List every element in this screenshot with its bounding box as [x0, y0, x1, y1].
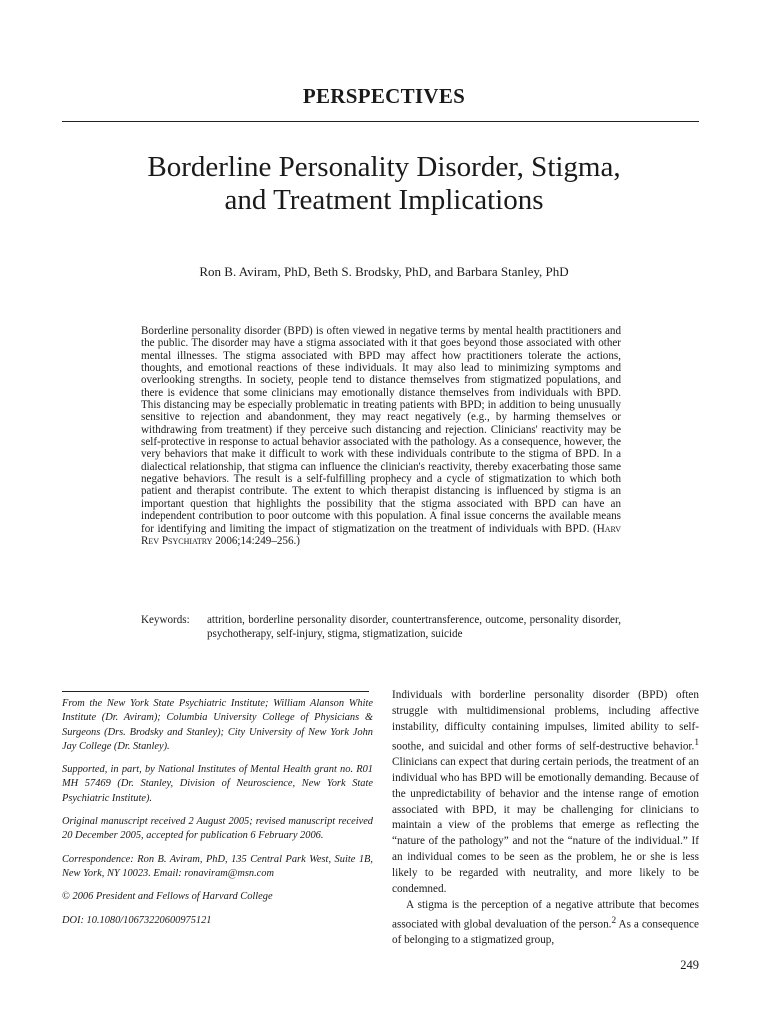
- copyright-symbol: ©: [62, 891, 70, 903]
- journal-abbreviation: Harv Rev Psychiatry: [141, 522, 621, 547]
- correspondence-note: Correspondence: Ron B. Aviram, PhD, 135 Central Park West, Suite 1B, New York, NY 10023. Email: ronaviram@msn.com: [62, 853, 373, 879]
- abstract-text: Borderline personality disorder (BPD) is often viewed in negative terms by mental health practitioners and the public. The disorder may have a stigma associated with it that goes beyond those associated with other mental illnesses. The stigma associated with BPD may affect how practitioners tolerate the actions, thoughts, and emotional reactions of these individuals. It may also lead to minimizing symptoms and overlooking strengths. In society, people tend to distance themselves from stigmatized populations, and there is evidence that some clinicians may emotionally distance themselves from individuals with BPD. This distancing may be especially problematic in treating patients with BPD; in addition to being unusually sensitive to rejection and abandonment, they may react negatively (e.g., by harming themselves or withdrawing from treatment) if they perceive such distancing and rejection. Clinicians' reactivity may be self-protective in response to actual behavior associated with the pathology. As a consequence, however, the very behaviors that make it difficult to work with these individuals contribute to the stigma of BPD. In a dialectical relationship, that stigma can influence the clinician's reactivity, thereby exacerbating those same negative behaviors. The result is a self-fulfilling prophecy and a cycle of stigmatization to which both patient and therapist contribute. The extent to which therapist distancing is influenced by stigma is an important question that highlights the possibility that the stigma associated with BPD can have an independent contribution to poor outcome with this population. A final issue concerns the available means for identifying and limiting the impact of stigmatization on the treatment of individuals with BPD. (: [141, 325, 621, 535]
- article-title: [62, 151, 706, 217]
- copyright-text: 2006 President and Fellows of Harvard College: [69, 891, 273, 903]
- citation: 2006;14:249–256.): [212, 534, 300, 547]
- body-paragraph-2: [392, 898, 699, 949]
- page-number: 249: [680, 958, 699, 972]
- section-label: PERSPECTIVES: [302, 84, 466, 108]
- manuscript-history-note: Original manuscript received 2 August 2005; revised manuscript received 20 December 2005, accepted for publication 6 February 2006.: [62, 816, 373, 842]
- copyright-note: [62, 890, 373, 904]
- doi-note: DOI: 10.1080/10673220600975121: [62, 914, 212, 926]
- body-paragraph-1: [392, 688, 699, 898]
- article-title-line-1: Borderline Personality Disorder, Stigma,: [147, 151, 621, 183]
- front-matter-notes: [62, 697, 373, 937]
- abstract: [141, 325, 621, 547]
- citation-ref-1: 1: [694, 737, 699, 748]
- article-title-line-2: and Treatment Implications: [224, 184, 544, 216]
- keywords: [141, 613, 621, 641]
- affiliation-note: From the New York State Psychiatric Institute; William Alanson White Institute (Dr. Aviram); Columbia University College of Physicians & Surgeons (Drs. Brodsky and Stanley); City University of New York John Jay College (Dr. Stanley).: [62, 698, 373, 752]
- body-paragraph-1-text: Individuals with borderline personality disorder (BPD) often struggle with multidimensional problems, including affective instability, difficulty containing impulses, limited ability to self-soothe, and suicidal and other forms of self-destructive behavior.: [392, 689, 699, 753]
- body-paragraph-2-text: A stigma is the perception of a negative attribute that becomes associated with global devaluation of the person.: [392, 898, 699, 931]
- header-rule: [62, 121, 699, 122]
- keywords-label: Keywords:: [141, 614, 190, 626]
- citation-ref-2: 2: [611, 915, 617, 926]
- keywords-text: attrition, borderline personality disorder, countertransference, outcome, personality disorder, psychotherapy, self-injury, stigma, stigmatization, suicide: [207, 614, 621, 640]
- funding-note: Supported, in part, by National Institutes of Mental Health grant no. R01 MH 57469 (Dr. Stanley, Division of Neuroscience, New York State Psychiatric Institute).: [62, 764, 373, 804]
- author-list: Ron B. Aviram, PhD, Beth S. Brodsky, PhD, and Barbara Stanley, PhD: [199, 264, 569, 279]
- body-column: [392, 688, 699, 949]
- body-paragraph-1-continued: Clinicians can expect that during certain periods, the treatment of an individual who has BPD will be emotionally demanding. Because of the unpredictability of behavior and the intense range of emotion associated with BPD, it may be challenging for clinicians to maintain a view of the problems that emerge as reflecting the “nature of the pathology” and not the “nature of the individual.” If an individual comes to be seen as the problem, he or she is less likely to be regarded with neutrality, and more likely to be condemned.: [392, 756, 699, 895]
- body-paragraph-2-continued: As a consequence of belonging to a stigmatized group,: [392, 918, 699, 947]
- footnote-rule: [62, 691, 369, 692]
